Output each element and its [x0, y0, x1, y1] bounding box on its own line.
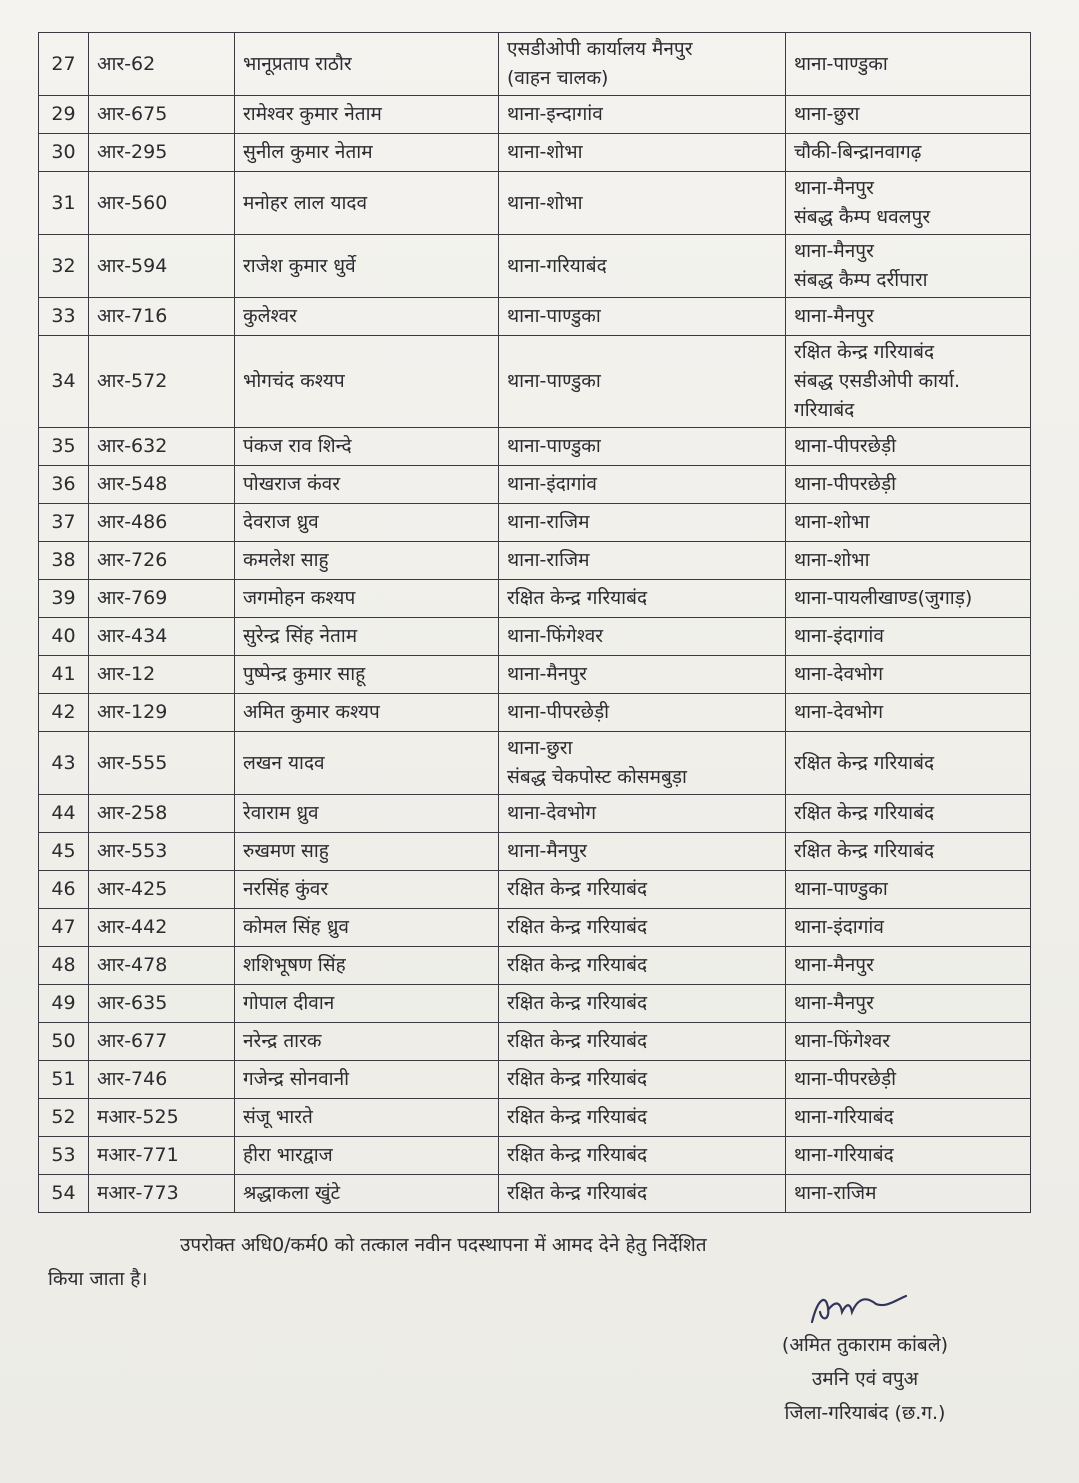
- serial-number-cell: 50: [39, 1023, 89, 1061]
- table-row: [39, 96, 1031, 134]
- table-row: [39, 909, 1031, 947]
- serial-number-cell: 44: [39, 795, 89, 833]
- current-posting-cell: [499, 1099, 786, 1137]
- employee-name-cell: अमित कुमार कश्यप: [235, 694, 499, 732]
- current-posting-line: थाना-पाण्डुका: [507, 305, 601, 327]
- employee-name-cell: भानूप्रताप राठौर: [235, 33, 499, 96]
- transfer-table-body: [39, 33, 1031, 1213]
- serial-number-cell: 37: [39, 504, 89, 542]
- new-posting-line: थाना-मैनपुर: [794, 992, 874, 1014]
- current-posting-line: रक्षित केन्द्र गरियाबंद: [507, 1144, 648, 1166]
- current-posting-cell: [499, 466, 786, 504]
- table-row: [39, 134, 1031, 172]
- current-posting-cell: [499, 172, 786, 235]
- badge-number-cell: आर-560: [89, 172, 235, 235]
- new-posting-cell: [786, 580, 1031, 618]
- table-row: [39, 336, 1031, 428]
- new-posting-line: संबद्ध कैम्प धवलपुर: [794, 206, 931, 228]
- employee-name-cell: मनोहर लाल यादव: [235, 172, 499, 235]
- new-posting-cell: [786, 96, 1031, 134]
- serial-number-cell: 45: [39, 833, 89, 871]
- table-row: [39, 985, 1031, 1023]
- employee-name-cell: गजेन्द्र सोनवानी: [235, 1061, 499, 1099]
- serial-number-cell: 33: [39, 298, 89, 336]
- serial-number-cell: 27: [39, 33, 89, 96]
- current-posting-line: रक्षित केन्द्र गरियाबंद: [507, 1030, 648, 1052]
- badge-number-cell: आर-442: [89, 909, 235, 947]
- signature-block: [700, 1290, 1030, 1430]
- serial-number-cell: 35: [39, 428, 89, 466]
- new-posting-line: थाना-पीपरछेड़ी: [794, 473, 897, 495]
- badge-number-cell: आर-486: [89, 504, 235, 542]
- table-row: [39, 694, 1031, 732]
- current-posting-cell: [499, 33, 786, 96]
- current-posting-line: रक्षित केन्द्र गरियाबंद: [507, 878, 648, 900]
- employee-name-cell: देवराज ध्रुव: [235, 504, 499, 542]
- serial-number-cell: 51: [39, 1061, 89, 1099]
- signatory-designation: उमनि एवं वपुअ: [811, 1368, 919, 1390]
- transfer-table: [38, 32, 1031, 1213]
- new-posting-line: थाना-गरियाबंद: [794, 1106, 894, 1128]
- new-posting-line: संबद्ध कैम्प दर्रीपारा: [794, 269, 928, 291]
- table-row: [39, 542, 1031, 580]
- table-row: [39, 580, 1031, 618]
- employee-name-cell: गोपाल दीवान: [235, 985, 499, 1023]
- table-row: [39, 1023, 1031, 1061]
- new-posting-cell: [786, 235, 1031, 298]
- serial-number-cell: 52: [39, 1099, 89, 1137]
- table-row: [39, 1175, 1031, 1213]
- current-posting-cell: [499, 428, 786, 466]
- badge-number-cell: आर-295: [89, 134, 235, 172]
- new-posting-cell: [786, 985, 1031, 1023]
- current-posting-cell: [499, 732, 786, 795]
- serial-number-cell: 36: [39, 466, 89, 504]
- serial-number-cell: 54: [39, 1175, 89, 1213]
- current-posting-line: थाना-पाण्डुका: [507, 435, 601, 457]
- current-posting-line: रक्षित केन्द्र गरियाबंद: [507, 916, 648, 938]
- current-posting-line: एसडीओपी कार्यालय मैनपुर: [507, 38, 693, 60]
- employee-name-cell: जगमोहन कश्यप: [235, 580, 499, 618]
- serial-number-cell: 38: [39, 542, 89, 580]
- table-row: [39, 172, 1031, 235]
- new-posting-line: थाना-शोभा: [794, 549, 870, 571]
- new-posting-line: थाना-मैनपुर: [794, 177, 874, 199]
- current-posting-cell: [499, 1175, 786, 1213]
- current-posting-line: संबद्ध चेकपोस्ट कोसमबुड़ा: [507, 766, 687, 788]
- current-posting-line: (वाहन चालक): [507, 67, 609, 89]
- serial-number-cell: 31: [39, 172, 89, 235]
- new-posting-line: थाना-मैनपुर: [794, 954, 874, 976]
- new-posting-line: थाना-राजिम: [794, 1182, 877, 1204]
- badge-number-cell: आर-548: [89, 466, 235, 504]
- badge-number-cell: आर-434: [89, 618, 235, 656]
- new-posting-cell: [786, 909, 1031, 947]
- new-posting-line: थाना-छुरा: [794, 103, 860, 125]
- current-posting-line: थाना-फिंगेश्वर: [507, 625, 604, 647]
- badge-number-cell: आर-675: [89, 96, 235, 134]
- new-posting-line: थाना-गरियाबंद: [794, 1144, 894, 1166]
- serial-number-cell: 43: [39, 732, 89, 795]
- employee-name-cell: रेवाराम ध्रुव: [235, 795, 499, 833]
- badge-number-cell: मआर-771: [89, 1137, 235, 1175]
- new-posting-cell: [786, 1061, 1031, 1099]
- current-posting-cell: [499, 1137, 786, 1175]
- current-posting-line: रक्षित केन्द्र गरियाबंद: [507, 1106, 648, 1128]
- table-row: [39, 298, 1031, 336]
- new-posting-cell: [786, 336, 1031, 428]
- new-posting-cell: [786, 466, 1031, 504]
- new-posting-line: थाना-मैनपुर: [794, 305, 874, 327]
- badge-number-cell: आर-478: [89, 947, 235, 985]
- signatory-name: (अमित तुकाराम कांबले): [781, 1334, 949, 1356]
- badge-number-cell: आर-716: [89, 298, 235, 336]
- new-posting-line: थाना-पाण्डुका: [794, 52, 888, 75]
- current-posting-cell: [499, 298, 786, 336]
- current-posting-cell: [499, 656, 786, 694]
- order-instruction: [48, 1228, 1018, 1296]
- badge-number-cell: आर-572: [89, 336, 235, 428]
- current-posting-cell: [499, 504, 786, 542]
- employee-name-cell: हीरा भारद्वाज: [235, 1137, 499, 1175]
- current-posting-cell: [499, 618, 786, 656]
- new-posting-line: थाना-देवभोग: [794, 701, 884, 723]
- new-posting-cell: [786, 298, 1031, 336]
- serial-number-cell: 41: [39, 656, 89, 694]
- current-posting-cell: [499, 985, 786, 1023]
- current-posting-line: रक्षित केन्द्र गरियाबंद: [507, 954, 648, 976]
- table-row: [39, 656, 1031, 694]
- table-row: [39, 795, 1031, 833]
- employee-name-cell: शशिभूषण सिंह: [235, 947, 499, 985]
- new-posting-line: थाना-पीपरछेड़ी: [794, 435, 897, 457]
- current-posting-line: थाना-राजिम: [507, 549, 590, 571]
- badge-number-cell: आर-425: [89, 871, 235, 909]
- new-posting-line: रक्षित केन्द्र गरियाबंद: [794, 840, 935, 862]
- instruction-line-2: किया जाता है।: [48, 1268, 148, 1290]
- current-posting-line: थाना-मैनपुर: [507, 663, 587, 685]
- current-posting-line: थाना-इन्दागांव: [507, 103, 603, 125]
- new-posting-line: संबद्ध एसडीओपी कार्या.: [794, 370, 961, 392]
- serial-number-cell: 42: [39, 694, 89, 732]
- new-posting-line: गरियाबंद: [794, 399, 855, 421]
- current-posting-cell: [499, 1061, 786, 1099]
- new-posting-cell: [786, 871, 1031, 909]
- badge-number-cell: आर-12: [89, 656, 235, 694]
- employee-name-cell: लखन यादव: [235, 732, 499, 795]
- serial-number-cell: 30: [39, 134, 89, 172]
- employee-name-cell: पोखराज कंवर: [235, 466, 499, 504]
- employee-name-cell: रामेश्वर कुमार नेताम: [235, 96, 499, 134]
- current-posting-cell: [499, 947, 786, 985]
- current-posting-cell: [499, 694, 786, 732]
- serial-number-cell: 40: [39, 618, 89, 656]
- new-posting-cell: [786, 656, 1031, 694]
- table-row: [39, 428, 1031, 466]
- table-row: [39, 1099, 1031, 1137]
- table-row: [39, 732, 1031, 795]
- table-row: [39, 1137, 1031, 1175]
- current-posting-line: थाना-इंदागांव: [507, 473, 597, 495]
- new-posting-cell: [786, 428, 1031, 466]
- instruction-line-1: उपरोक्त अधि0/कर्म0 को तत्काल नवीन पदस्थापना में आमद देने हेतु निर्देशित: [180, 1234, 707, 1256]
- new-posting-line: थाना-पाण्डुका: [794, 878, 888, 900]
- handwritten-signature: [700, 1290, 1030, 1328]
- serial-number-cell: 32: [39, 235, 89, 298]
- new-posting-line: थाना-इंदागांव: [794, 625, 884, 647]
- current-posting-cell: [499, 1023, 786, 1061]
- new-posting-cell: [786, 618, 1031, 656]
- table-row: [39, 466, 1031, 504]
- new-posting-cell: [786, 1023, 1031, 1061]
- current-posting-line: थाना-छुरा: [507, 737, 573, 759]
- employee-name-cell: कुलेश्वर: [235, 298, 499, 336]
- table-row: [39, 833, 1031, 871]
- badge-number-cell: मआर-525: [89, 1099, 235, 1137]
- employee-name-cell: रुखमण साहु: [235, 833, 499, 871]
- new-posting-line: थाना-पीपरछेड़ी: [794, 1068, 897, 1090]
- serial-number-cell: 29: [39, 96, 89, 134]
- new-posting-cell: [786, 694, 1031, 732]
- current-posting-line: थाना-शोभा: [507, 141, 583, 163]
- new-posting-cell: [786, 1099, 1031, 1137]
- serial-number-cell: 47: [39, 909, 89, 947]
- table-row: [39, 504, 1031, 542]
- badge-number-cell: आर-555: [89, 732, 235, 795]
- current-posting-cell: [499, 96, 786, 134]
- employee-name-cell: राजेश कुमार धुर्वे: [235, 235, 499, 298]
- current-posting-line: रक्षित केन्द्र गरियाबंद: [507, 992, 648, 1014]
- new-posting-line: रक्षित केन्द्र गरियाबंद: [794, 802, 935, 824]
- current-posting-cell: [499, 235, 786, 298]
- current-posting-line: थाना-पाण्डुका: [507, 370, 601, 392]
- employee-name-cell: भोगचंद कश्यप: [235, 336, 499, 428]
- new-posting-cell: [786, 134, 1031, 172]
- new-posting-line: रक्षित केन्द्र गरियाबंद: [794, 751, 935, 774]
- serial-number-cell: 48: [39, 947, 89, 985]
- badge-number-cell: आर-129: [89, 694, 235, 732]
- current-posting-cell: [499, 542, 786, 580]
- table-row: [39, 33, 1031, 96]
- new-posting-cell: [786, 33, 1031, 96]
- current-posting-cell: [499, 336, 786, 428]
- table-row: [39, 871, 1031, 909]
- employee-name-cell: पुष्पेन्द्र कुमार साहू: [235, 656, 499, 694]
- serial-number-cell: 49: [39, 985, 89, 1023]
- current-posting-line: रक्षित केन्द्र गरियाबंद: [507, 1182, 648, 1204]
- serial-number-cell: 39: [39, 580, 89, 618]
- badge-number-cell: आर-677: [89, 1023, 235, 1061]
- table-row: [39, 618, 1031, 656]
- current-posting-line: थाना-मैनपुर: [507, 840, 587, 862]
- new-posting-line: रक्षित केन्द्र गरियाबंद: [794, 341, 935, 363]
- current-posting-line: रक्षित केन्द्र गरियाबंद: [507, 587, 648, 609]
- new-posting-cell: [786, 947, 1031, 985]
- new-posting-line: चौकी-बिन्द्रानवागढ़: [794, 141, 922, 163]
- serial-number-cell: 53: [39, 1137, 89, 1175]
- current-posting-cell: [499, 134, 786, 172]
- new-posting-cell: [786, 1137, 1031, 1175]
- table-row: [39, 235, 1031, 298]
- current-posting-cell: [499, 871, 786, 909]
- new-posting-cell: [786, 172, 1031, 235]
- badge-number-cell: आर-632: [89, 428, 235, 466]
- current-posting-line: थाना-देवभोग: [507, 802, 597, 824]
- new-posting-cell: [786, 542, 1031, 580]
- badge-number-cell: आर-769: [89, 580, 235, 618]
- employee-name-cell: संजू भारते: [235, 1099, 499, 1137]
- serial-number-cell: 34: [39, 336, 89, 428]
- employee-name-cell: नरसिंह कुंवर: [235, 871, 499, 909]
- employee-name-cell: पंकज राव शिन्दे: [235, 428, 499, 466]
- badge-number-cell: आर-553: [89, 833, 235, 871]
- employee-name-cell: कोमल सिंह ध्रुव: [235, 909, 499, 947]
- new-posting-cell: [786, 833, 1031, 871]
- badge-number-cell: आर-726: [89, 542, 235, 580]
- current-posting-cell: [499, 795, 786, 833]
- new-posting-cell: [786, 504, 1031, 542]
- current-posting-cell: [499, 580, 786, 618]
- employee-name-cell: कमलेश साहु: [235, 542, 499, 580]
- badge-number-cell: आर-635: [89, 985, 235, 1023]
- new-posting-cell: [786, 732, 1031, 795]
- current-posting-cell: [499, 833, 786, 871]
- table-row: [39, 1061, 1031, 1099]
- serial-number-cell: 46: [39, 871, 89, 909]
- new-posting-line: थाना-फिंगेश्वर: [794, 1030, 891, 1052]
- employee-name-cell: सुरेन्द्र सिंह नेताम: [235, 618, 499, 656]
- badge-number-cell: आर-258: [89, 795, 235, 833]
- new-posting-line: थाना-मैनपुर: [794, 240, 874, 262]
- new-posting-line: थाना-देवभोग: [794, 663, 884, 685]
- employee-name-cell: सुनील कुमार नेताम: [235, 134, 499, 172]
- employee-name-cell: नरेन्द्र तारक: [235, 1023, 499, 1061]
- new-posting-cell: [786, 795, 1031, 833]
- new-posting-line: थाना-शोभा: [794, 511, 870, 533]
- badge-number-cell: आर-746: [89, 1061, 235, 1099]
- badge-number-cell: मआर-773: [89, 1175, 235, 1213]
- current-posting-line: थाना-राजिम: [507, 511, 590, 533]
- table-row: [39, 947, 1031, 985]
- current-posting-line: रक्षित केन्द्र गरियाबंद: [507, 1068, 648, 1090]
- badge-number-cell: आर-594: [89, 235, 235, 298]
- current-posting-line: थाना-पीपरछेड़ी: [507, 701, 610, 723]
- signatory-district: जिला-गरियाबंद (छ.ग.): [784, 1402, 946, 1424]
- current-posting-line: थाना-गरियाबंद: [507, 254, 607, 277]
- new-posting-line: थाना-इंदागांव: [794, 916, 884, 938]
- current-posting-line: थाना-शोभा: [507, 191, 583, 214]
- current-posting-cell: [499, 909, 786, 947]
- badge-number-cell: आर-62: [89, 33, 235, 96]
- employee-name-cell: श्रद्धाकला खुंटे: [235, 1175, 499, 1213]
- new-posting-line: थाना-पायलीखाण्ड(जुगाड़): [794, 587, 973, 609]
- new-posting-cell: [786, 1175, 1031, 1213]
